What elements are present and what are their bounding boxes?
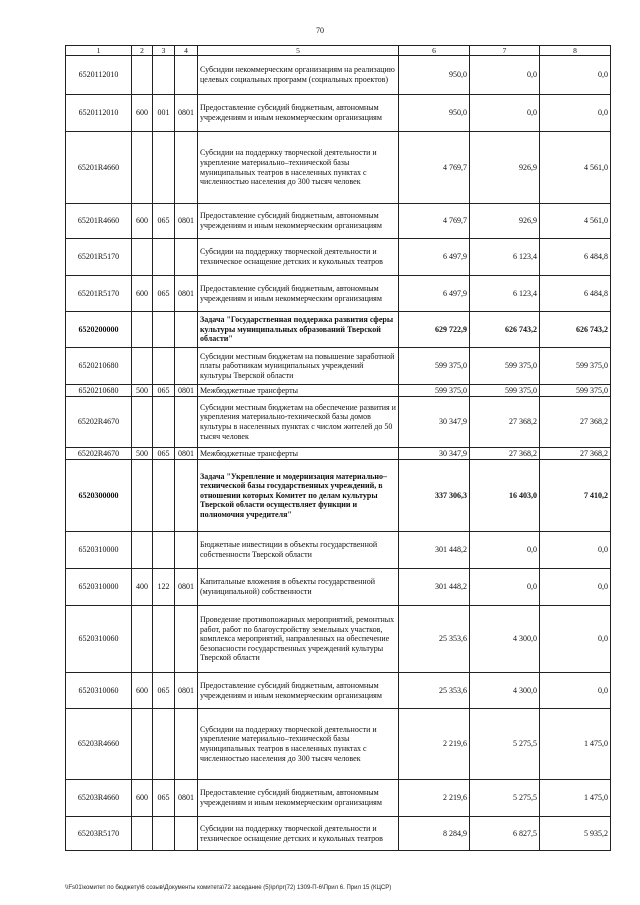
vr-code-cell: 500 [132,385,153,397]
value-col8-cell: 0,0 [540,532,611,569]
table-row [66,385,611,397]
description-cell: Предоставление субсидий бюджетным, автономным учреждениям и иным некоммерческим организациям [198,204,399,239]
value-col7-cell: 6 123,4 [470,276,540,312]
value-col8-cell: 0,0 [540,569,611,606]
header-cell: 4 [175,46,198,56]
target-code-cell: 65203R5170 [66,817,132,851]
value-col7-cell: 4 300,0 [470,606,540,673]
description-cell: Субсидии на поддержку творческой деятельности и укрепление материально–технической базы муниципальных театров в населенных пунктах с численностью населения до 300 тысяч человек [198,132,399,204]
value-col8-cell: 0,0 [540,606,611,673]
footer-path: \\Fs01\комитет по бюджету\6 созыв\Документы комитета\72 заседание (5)\pr\pr(72) 1309-П-6\Прил 6. Прил 15 (КЦСР) [65,885,392,891]
description-cell: Задача "Укрепление и модернизация материально–технической базы государственных учреждений, в отношении которых Комитет по делам культуры Тверской области осуществляет функции и полномочия учредителя" [198,460,399,532]
vr-code-cell: 600 [132,95,153,132]
value-col7-cell: 926,9 [470,204,540,239]
value-col6-cell: 25 353,6 [399,673,470,709]
value-col7-cell: 599 375,0 [470,385,540,397]
value-col8-cell: 1 475,0 [540,780,611,817]
gr-code-cell [153,532,175,569]
gr-code-cell: 065 [153,673,175,709]
value-col6-cell: 30 347,9 [399,397,470,448]
table-row [66,312,611,348]
table-row [66,348,611,385]
gr-code-cell [153,239,175,276]
table-row [66,673,611,709]
target-code-cell: 6520210680 [66,385,132,397]
gr-code-cell [153,709,175,780]
value-col7-cell: 16 403,0 [470,460,540,532]
description-cell: Субсидии на поддержку творческой деятельности и техническое оснащение детских и кукольных театров [198,817,399,851]
description-cell: Субсидии некоммерческим организациям на реализацию целевых социальных программ (социальных проектов) [198,56,399,95]
value-col7-cell: 5 275,5 [470,780,540,817]
vr-code-cell: 500 [132,448,153,460]
gr-code-cell [153,460,175,532]
gr-code-cell: 065 [153,385,175,397]
section-cell: 0801 [175,204,198,239]
value-col8-cell: 0,0 [540,673,611,709]
gr-code-cell [153,348,175,385]
table-row [66,569,611,606]
description-cell: Предоставление субсидий бюджетным, автономным учреждениям и иным некоммерческим организациям [198,780,399,817]
table-row [66,204,611,239]
target-code-cell: 65203R4660 [66,780,132,817]
target-code-cell: 6520112010 [66,56,132,95]
vr-code-cell: 400 [132,569,153,606]
target-code-cell: 6520200000 [66,312,132,348]
gr-code-cell: 065 [153,276,175,312]
vr-code-cell [132,132,153,204]
value-col8-cell: 0,0 [540,56,611,95]
table-row [66,95,611,132]
section-cell: 0801 [175,276,198,312]
gr-code-cell [153,56,175,95]
vr-code-cell [132,709,153,780]
gr-code-cell [153,606,175,673]
section-cell: 0801 [175,448,198,460]
value-col8-cell: 6 484,8 [540,276,611,312]
section-cell [175,132,198,204]
target-code-cell: 6520310060 [66,673,132,709]
section-cell [175,532,198,569]
table-row [66,709,611,780]
target-code-cell: 65201R5170 [66,276,132,312]
gr-code-cell: 122 [153,569,175,606]
section-cell [175,348,198,385]
value-col6-cell: 599 375,0 [399,385,470,397]
description-cell: Задача "Государственная поддержка развития сферы культуры муниципальных образований Тверской области" [198,312,399,348]
value-col6-cell: 301 448,2 [399,532,470,569]
section-cell [175,397,198,448]
value-col6-cell: 2 219,6 [399,709,470,780]
vr-code-cell [132,460,153,532]
vr-code-cell [132,312,153,348]
section-cell: 0801 [175,780,198,817]
budget-table [65,45,611,851]
section-cell [175,56,198,95]
table-header-row [66,46,611,56]
description-cell: Субсидии на поддержку творческой деятельности и укрепление материально–технической базы муниципальных театров в населенных пунктах с численностью населения до 300 тысяч человек [198,709,399,780]
value-col6-cell: 950,0 [399,95,470,132]
section-cell [175,817,198,851]
target-code-cell: 65201R5170 [66,239,132,276]
value-col6-cell: 4 769,7 [399,132,470,204]
value-col7-cell: 27 368,2 [470,397,540,448]
description-cell: Капитальные вложения в объекты государственной (муниципальной) собственности [198,569,399,606]
value-col7-cell: 5 275,5 [470,709,540,780]
gr-code-cell [153,132,175,204]
table-row [66,132,611,204]
description-cell: Субсидии на поддержку творческой деятельности и техническое оснащение детских и кукольных театров [198,239,399,276]
gr-code-cell [153,397,175,448]
value-col8-cell: 27 368,2 [540,448,611,460]
target-code-cell: 6520310000 [66,532,132,569]
gr-code-cell [153,817,175,851]
header-cell: 6 [399,46,470,56]
value-col7-cell: 6 827,5 [470,817,540,851]
value-col6-cell: 599 375,0 [399,348,470,385]
target-code-cell: 65201R4660 [66,204,132,239]
description-cell: Межбюджетные трансферты [198,385,399,397]
description-cell: Проведение противопожарных мероприятий, ремонтных работ, работ по благоустройству земельных участков, комплекса мероприятий, направленных на обеспечение безопасности государственных учреждений культуры Тверской области [198,606,399,673]
table-row [66,532,611,569]
gr-code-cell [153,312,175,348]
header-cell: 7 [470,46,540,56]
target-code-cell: 65202R4670 [66,397,132,448]
table-row [66,56,611,95]
vr-code-cell [132,606,153,673]
target-code-cell: 6520310060 [66,606,132,673]
section-cell [175,709,198,780]
value-col8-cell: 5 935,2 [540,817,611,851]
section-cell: 0801 [175,95,198,132]
vr-code-cell [132,817,153,851]
vr-code-cell [132,397,153,448]
target-code-cell: 6520112010 [66,95,132,132]
value-col8-cell: 27 368,2 [540,397,611,448]
section-cell [175,239,198,276]
value-col7-cell: 626 743,2 [470,312,540,348]
value-col7-cell: 27 368,2 [470,448,540,460]
section-cell [175,606,198,673]
value-col8-cell: 4 561,0 [540,204,611,239]
gr-code-cell: 065 [153,204,175,239]
target-code-cell: 6520210680 [66,348,132,385]
value-col6-cell: 950,0 [399,56,470,95]
vr-code-cell [132,532,153,569]
table-row [66,780,611,817]
table-row [66,448,611,460]
table-row [66,460,611,532]
value-col8-cell: 599 375,0 [540,348,611,385]
value-col8-cell: 599 375,0 [540,385,611,397]
description-cell: Субсидии местным бюджетам на повышение заработной платы работникам муниципальных учреждений культуры Тверской области [198,348,399,385]
description-cell: Предоставление субсидий бюджетным, автономным учреждениям и иным некоммерческим организациям [198,276,399,312]
header-cell: 1 [66,46,132,56]
vr-code-cell: 600 [132,673,153,709]
value-col6-cell: 629 722,9 [399,312,470,348]
description-cell: Предоставление субсидий бюджетным, автономным учреждениям и иным некоммерческим организациям [198,673,399,709]
value-col6-cell: 337 306,3 [399,460,470,532]
page-number: 70 [316,26,324,35]
value-col7-cell: 6 123,4 [470,239,540,276]
value-col7-cell: 0,0 [470,532,540,569]
value-col6-cell: 30 347,9 [399,448,470,460]
value-col8-cell: 626 743,2 [540,312,611,348]
target-code-cell: 65203R4660 [66,709,132,780]
vr-code-cell [132,56,153,95]
section-cell [175,312,198,348]
vr-code-cell [132,348,153,385]
header-cell: 2 [132,46,153,56]
value-col7-cell: 0,0 [470,56,540,95]
header-cell: 3 [153,46,175,56]
section-cell: 0801 [175,385,198,397]
value-col8-cell: 4 561,0 [540,132,611,204]
value-col8-cell: 7 410,2 [540,460,611,532]
vr-code-cell: 600 [132,204,153,239]
value-col6-cell: 301 448,2 [399,569,470,606]
table-row [66,606,611,673]
target-code-cell: 65202R4670 [66,448,132,460]
description-cell: Предоставление субсидий бюджетным, автономным учреждениям и иным некоммерческим организациям [198,95,399,132]
table-row [66,276,611,312]
value-col7-cell: 4 300,0 [470,673,540,709]
table-row [66,817,611,851]
value-col7-cell: 599 375,0 [470,348,540,385]
target-code-cell: 6520310000 [66,569,132,606]
table-row [66,239,611,276]
header-cell: 8 [540,46,611,56]
description-cell: Бюджетные инвестиции в объекты государственной собственности Тверской области [198,532,399,569]
description-cell: Межбюджетные трансферты [198,448,399,460]
value-col8-cell: 0,0 [540,95,611,132]
value-col7-cell: 0,0 [470,569,540,606]
section-cell [175,460,198,532]
value-col6-cell: 25 353,6 [399,606,470,673]
section-cell: 0801 [175,673,198,709]
value-col8-cell: 1 475,0 [540,709,611,780]
value-col6-cell: 6 497,9 [399,276,470,312]
target-code-cell: 65201R4660 [66,132,132,204]
gr-code-cell: 065 [153,448,175,460]
value-col6-cell: 8 284,9 [399,817,470,851]
gr-code-cell: 001 [153,95,175,132]
value-col7-cell: 0,0 [470,95,540,132]
header-cell: 5 [198,46,399,56]
section-cell: 0801 [175,569,198,606]
description-cell: Субсидии местным бюджетам на обеспечение развития и укрепления материально-технической базы домов культуры в населенных пунктах с числом жителей до 50 тысяч человек [198,397,399,448]
value-col7-cell: 926,9 [470,132,540,204]
value-col8-cell: 6 484,8 [540,239,611,276]
target-code-cell: 6520300000 [66,460,132,532]
vr-code-cell: 600 [132,276,153,312]
value-col6-cell: 6 497,9 [399,239,470,276]
table-row [66,397,611,448]
vr-code-cell [132,239,153,276]
vr-code-cell: 600 [132,780,153,817]
value-col6-cell: 4 769,7 [399,204,470,239]
gr-code-cell: 065 [153,780,175,817]
value-col6-cell: 2 219,6 [399,780,470,817]
